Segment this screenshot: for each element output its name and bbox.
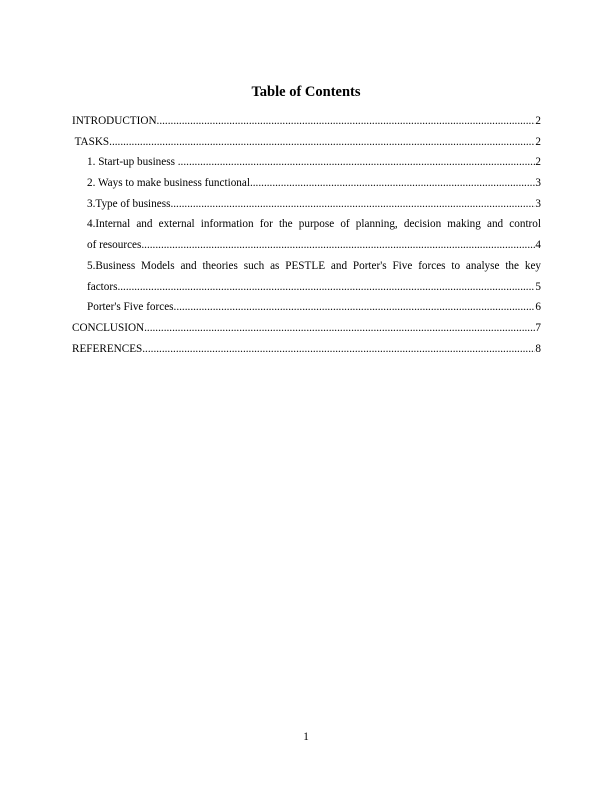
toc-entry-tasks[interactable] — [72, 135, 541, 149]
toc-entry-internal-external-line1[interactable]: 4.Internal and external information for the purpose of planning, decision making and control — [87, 218, 541, 230]
toc-label: factors — [87, 281, 118, 293]
toc-page: 4 — [535, 239, 541, 251]
dot-leader — [170, 197, 535, 211]
toc-entry-business-models-line1[interactable]: 5.Business Models and theories such as PESTLE and Porter's Five forces to analyse the key — [87, 260, 541, 272]
dot-leader — [250, 176, 535, 190]
dot-leader — [178, 155, 536, 169]
dot-leader — [141, 238, 535, 252]
toc-label: of resources — [87, 239, 142, 251]
toc-entry-startup-business[interactable] — [87, 155, 541, 169]
toc-page: 2 — [535, 115, 541, 127]
toc-page: 6 — [535, 301, 541, 313]
dot-leader — [144, 321, 535, 335]
toc-page: 2 — [535, 136, 541, 148]
toc-label: Porter's Five forces — [87, 301, 174, 313]
toc-label: 3.Type of business — [87, 198, 171, 210]
toc-entry-references[interactable] — [72, 342, 541, 356]
toc-label: CONCLUSION — [72, 322, 145, 334]
toc-entry-type-of-business[interactable] — [87, 197, 541, 211]
dot-leader — [109, 135, 535, 149]
toc-entry-internal-external[interactable] — [87, 238, 541, 252]
toc-page: 3 — [535, 198, 541, 210]
toc-page: 8 — [535, 343, 541, 355]
dot-leader — [142, 342, 535, 356]
toc-label: 2. Ways to make business functional — [87, 177, 250, 189]
toc-entry-conclusion[interactable] — [72, 321, 541, 335]
dot-leader — [157, 114, 536, 128]
toc-entry-introduction[interactable] — [72, 114, 541, 128]
dot-leader — [117, 280, 535, 294]
toc-label: TASKS — [72, 136, 110, 148]
page-number: 1 — [303, 731, 309, 743]
toc-page: 2 — [535, 156, 541, 168]
toc-label: INTRODUCTION — [72, 115, 157, 127]
toc-entry-ways-functional[interactable] — [87, 176, 541, 190]
toc-page: 3 — [535, 177, 541, 189]
toc-label: REFERENCES — [72, 343, 143, 355]
toc-entry-business-models[interactable] — [87, 280, 541, 294]
dot-leader — [174, 300, 536, 314]
toc-label: 1. Start-up business — [87, 156, 178, 168]
toc-page: 5 — [535, 281, 541, 293]
page-title: Table of Contents — [251, 84, 361, 100]
toc-page: 7 — [535, 322, 541, 334]
toc-entry-porters-five-forces[interactable] — [87, 300, 541, 314]
